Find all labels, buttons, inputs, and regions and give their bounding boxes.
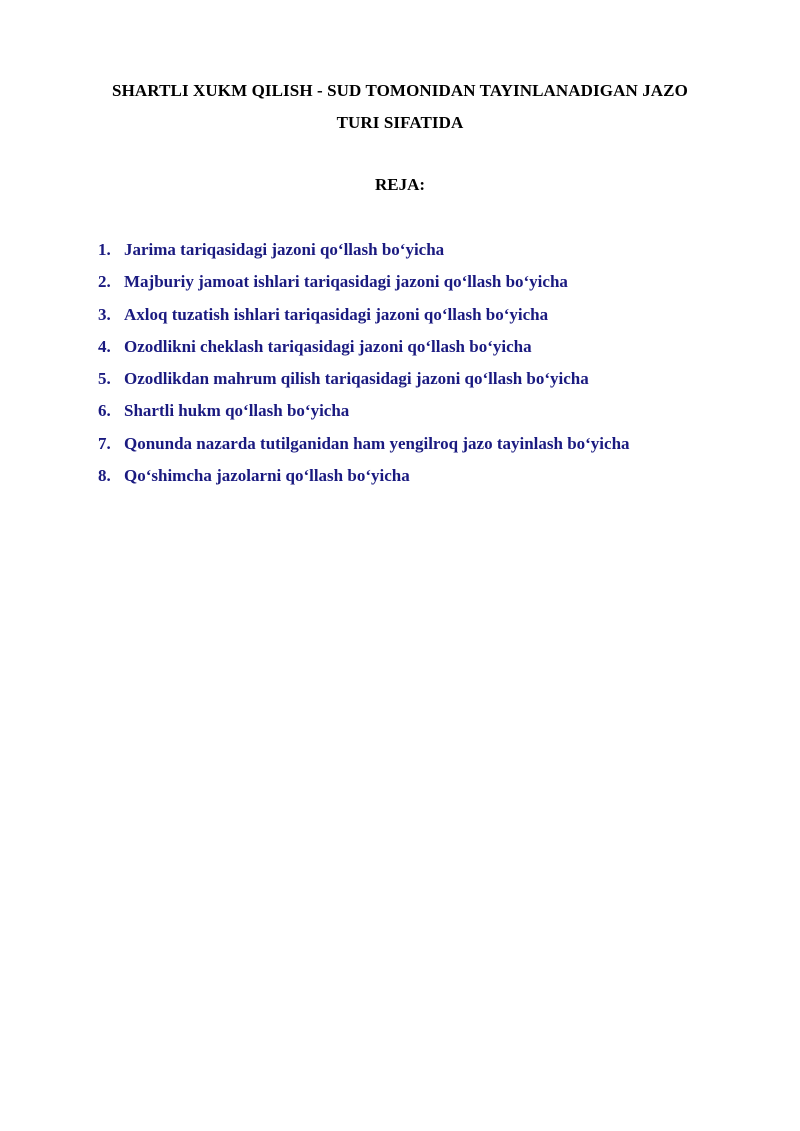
list-item-text: Shartli hukm qo‘llash bo‘yicha [124,401,350,421]
list-item [98,464,758,496]
list-item [98,432,758,464]
list-item-text: Majburiy jamoat ishlari tariqasidagi jazoni qo‘llash bo‘yicha [124,272,568,292]
list-item [98,238,758,270]
plan-list [98,238,758,496]
title-line-1: SHARTLI XUKM QILISH - SUD TOMONIDAN TAYINLANADIGAN JAZO [112,81,688,100]
list-item [98,303,758,335]
list-item-text: Qo‘shimcha jazolarni qo‘llash bo‘yicha [124,466,410,486]
list-item-number: 3. [98,304,111,324]
list-item-number: 1. [98,240,111,259]
plan-heading: REJA: [374,175,426,194]
document-title [70,75,730,139]
list-item-text: Ozodlikdan mahrum qilish tariqasidagi jazoni qo‘llash bo‘yicha [124,369,589,389]
list-item-number: 2. [98,272,111,292]
list-item [98,335,758,367]
title-line-2: TURI SIFATIDA [336,113,464,132]
list-item-number: 7. [98,433,111,453]
list-item-text: Ozodlikni cheklash tariqasidagi jazoni qo‘llash bo‘yicha [124,336,532,356]
list-item-text: Qonunda nazarda tutilganidan ham yengilroq jazo tayinlash bo‘yicha [124,433,630,453]
list-item-number: 8. [98,466,111,486]
list-item-number: 4. [98,336,111,356]
list-item [98,399,758,431]
list-item-text: Axloq tuzatish ishlari tariqasidagi jazoni qo‘llash bo‘yicha [124,304,549,324]
list-item [98,270,758,302]
list-item-number: 5. [98,369,111,389]
list-item-number: 6. [98,401,111,421]
list-item [98,367,758,399]
list-item-text: Jarima tariqasidagi jazoni qo‘llash bo‘yicha [124,240,445,259]
